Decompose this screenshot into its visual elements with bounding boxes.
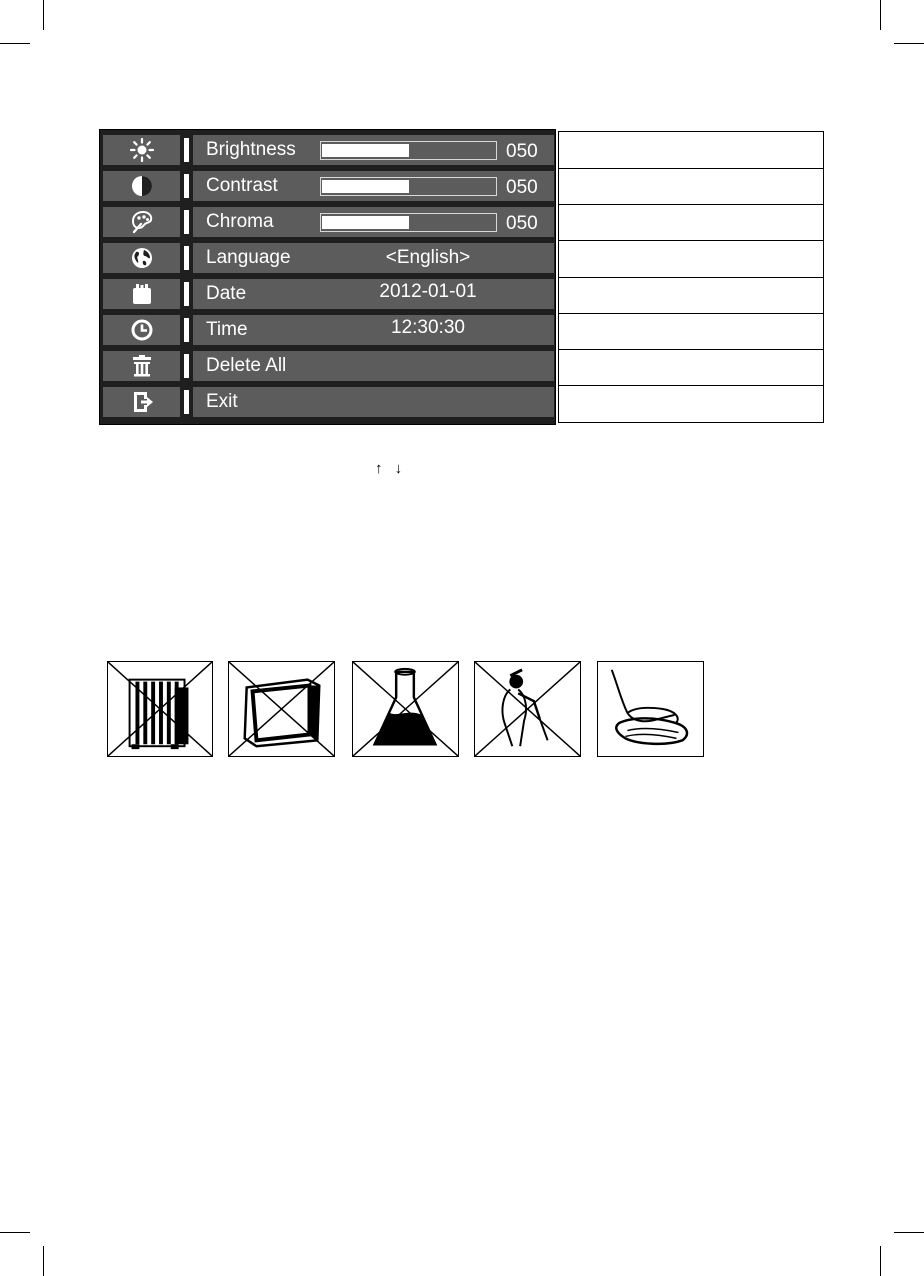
menu-item-chroma[interactable] xyxy=(103,207,554,237)
no-chemicals-icon xyxy=(353,662,458,756)
separator xyxy=(184,246,189,270)
time-value[interactable]: 12:30:30 xyxy=(391,317,465,338)
calendar-icon xyxy=(130,282,154,306)
globe-icon xyxy=(130,246,154,270)
exit-icon xyxy=(130,390,154,414)
menu-item-label: Brightness xyxy=(206,139,296,160)
crop-mark xyxy=(0,1232,30,1233)
menu-item-label: Chroma xyxy=(206,211,274,232)
menu-item-label: Contrast xyxy=(206,175,278,196)
no-heater-icon xyxy=(108,662,212,756)
brightness-slider[interactable] xyxy=(320,141,497,160)
contrast-icon xyxy=(130,174,154,198)
slider-fill xyxy=(322,216,409,229)
crop-mark xyxy=(43,1246,44,1276)
brightness-icon xyxy=(130,138,154,162)
crop-mark xyxy=(43,0,44,30)
slider-fill xyxy=(322,144,409,157)
osd-menu xyxy=(99,129,556,425)
slider-fill xyxy=(322,180,409,193)
menu-item-date[interactable] xyxy=(103,279,554,309)
menu-item-delete-all[interactable] xyxy=(103,351,554,381)
table-row xyxy=(559,169,823,205)
chroma-slider[interactable] xyxy=(320,213,497,232)
table-row xyxy=(559,278,823,314)
slider-value: 050 xyxy=(506,141,538,162)
menu-item-exit[interactable] xyxy=(103,387,554,417)
pictogram-2 xyxy=(228,661,335,757)
slider-value: 050 xyxy=(506,213,538,234)
chroma-icon xyxy=(130,210,154,234)
crop-mark xyxy=(0,43,30,44)
table-row xyxy=(559,205,823,241)
date-value[interactable]: 2012-01-01 xyxy=(379,281,477,302)
table-row xyxy=(559,314,823,350)
table-row xyxy=(559,241,823,278)
clock-icon xyxy=(130,318,154,342)
crop-mark xyxy=(880,0,881,30)
menu-item-label: Time xyxy=(206,319,248,340)
menu-item-brightness[interactable] xyxy=(103,135,554,165)
slider-value: 050 xyxy=(506,177,538,198)
description-table xyxy=(558,131,824,423)
separator xyxy=(184,210,189,234)
language-value[interactable]: <English> xyxy=(385,247,471,268)
table-row xyxy=(559,132,823,169)
soft-cloth-cleaning-icon xyxy=(598,662,703,756)
menu-item-time[interactable] xyxy=(103,315,554,345)
pictogram-4 xyxy=(474,661,581,757)
separator xyxy=(184,138,189,162)
table-row xyxy=(559,350,823,386)
menu-item-label: Language xyxy=(206,247,291,268)
contrast-slider[interactable] xyxy=(320,177,497,196)
menu-item-label: Date xyxy=(206,283,247,304)
crop-mark xyxy=(880,1246,881,1276)
trash-icon xyxy=(130,354,154,378)
separator xyxy=(184,318,189,342)
menu-item-contrast[interactable] xyxy=(103,171,554,201)
pictogram-3 xyxy=(352,661,459,757)
pictogram-5 xyxy=(597,661,704,757)
crop-mark xyxy=(894,1232,924,1233)
separator xyxy=(184,282,189,306)
separator xyxy=(184,174,189,198)
no-tv-icon xyxy=(229,662,334,756)
menu-item-label: Delete All xyxy=(206,355,287,376)
table-row xyxy=(559,386,823,422)
separator xyxy=(184,354,189,378)
crop-mark xyxy=(894,43,924,44)
no-disassembly-icon xyxy=(475,662,580,756)
navigation-arrows: ↑ ↓ xyxy=(375,460,407,477)
pictogram-1 xyxy=(107,661,213,757)
menu-item-label: Exit xyxy=(206,391,238,412)
menu-item-language[interactable] xyxy=(103,243,554,273)
separator xyxy=(184,390,189,414)
